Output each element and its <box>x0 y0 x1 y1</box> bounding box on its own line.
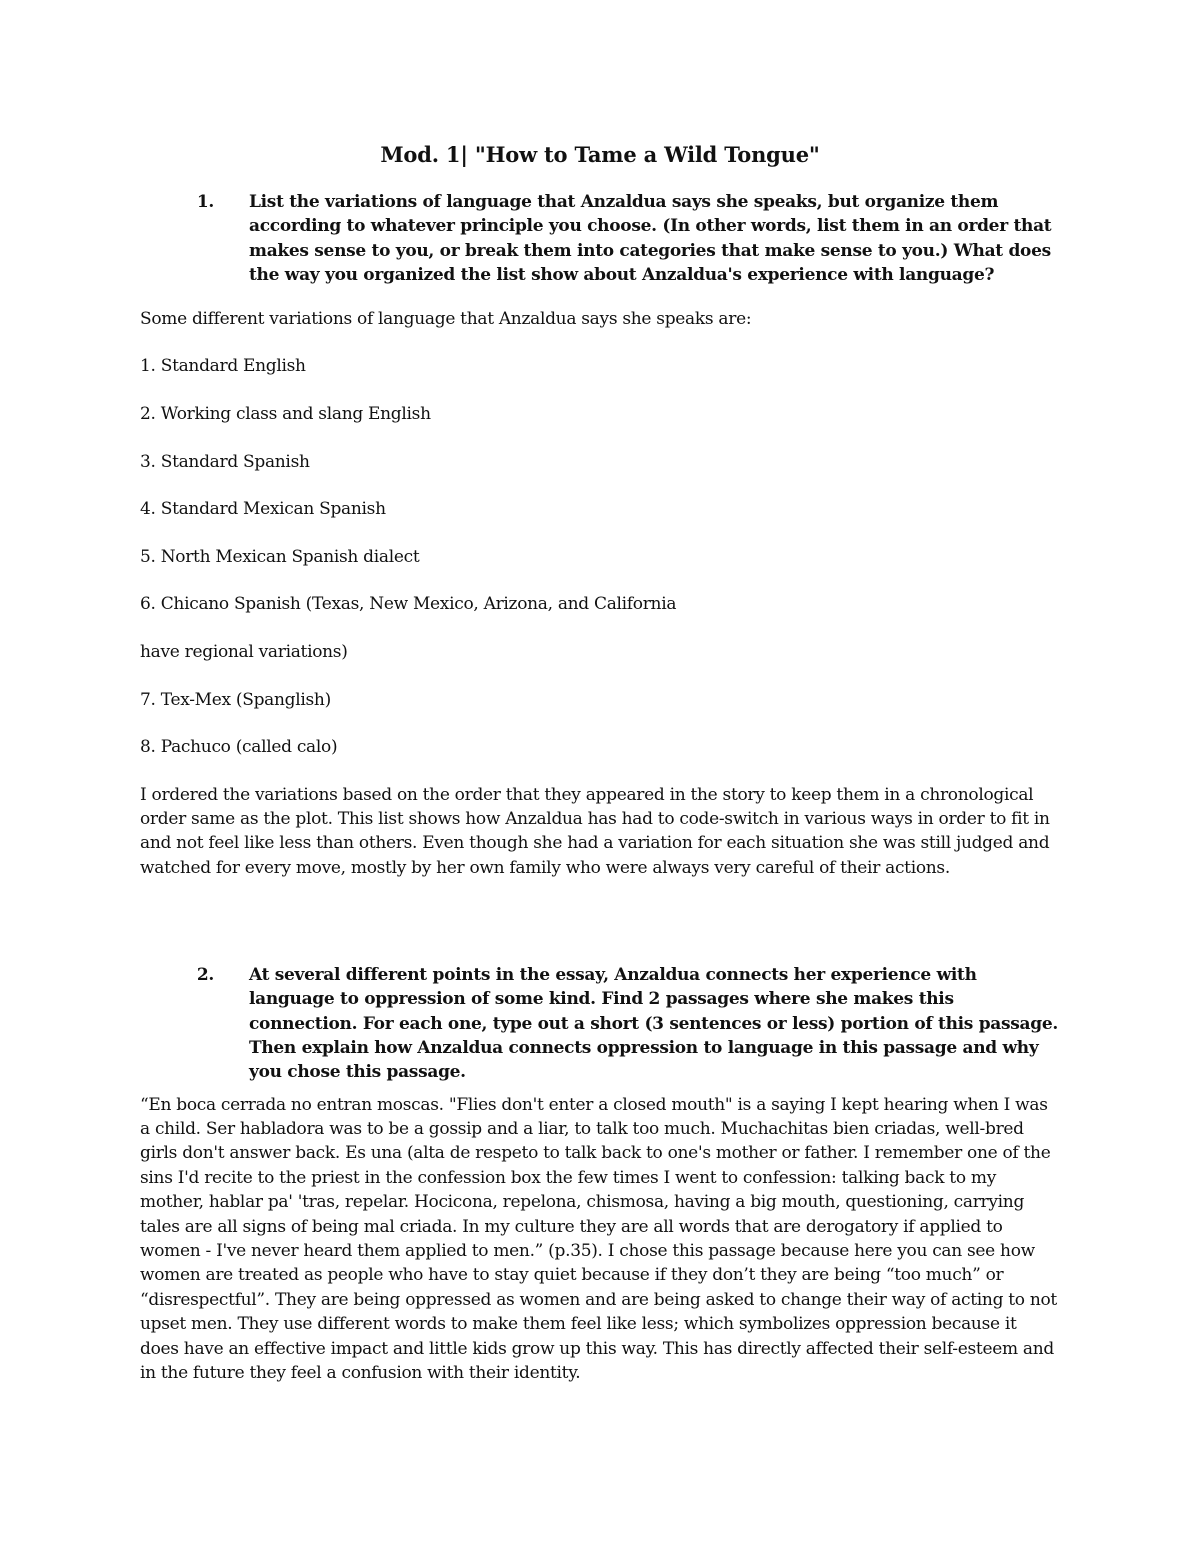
question-2-text: At several different points in the essay, Anzaldua connects her experience with language to oppression of some kind. Find 2 passages where she makes this connection. For each one, type out a short (3 sentences or less) portion of this passage. Then explain how Anzaldua connects oppression to language in this passage and why you chose this passage. <box>249 965 1058 1083</box>
question-1 <box>140 190 1060 287</box>
language-list <box>140 354 1060 759</box>
page-title: Mod. 1| "How to Tame a Wild Tongue" <box>380 142 820 167</box>
answer-2: “En boca cerrada no entran moscas. "Flies don't enter a closed mouth" is a saying I kept hearing when I was a child. Ser habladora was to be a gossip and a liar, to talk too much. Muchachitas bien criadas, well-bred girls don't answer back. Es una (alta de respeto to talk back to one's mother or father. I remember one of the sins I'd recite to the priest in the confession box the few times I went to confession: talking back to my mother, hablar pa' 'tras, repelar. Hocicona, repelona, chismosa, having a big mouth, questioning, carrying tales are all signs of being mal criada. In my culture they are all words that are derogatory if applied to women - I've never heard them applied to men.” (p.35). I chose this passage because here you can see how women are treated as people who have to stay quiet because if they don’t they are being “too much” or “disrespectful”. They are being oppressed as women and are being asked to change their way of acting to not upset men. They use different words to make them feel like less; which symbolizes oppression because it does have an effective impact and little kids grow up this way. This has directly affected their self-esteem and in the future they feel a confusion with their identity. <box>140 1094 1057 1383</box>
list-item: 2. Working class and slang English <box>140 404 431 425</box>
list-item: 5. North Mexican Spanish dialect <box>140 546 420 567</box>
list-item: 7. Tex-Mex (Spanglish) <box>140 689 331 710</box>
question-2-number: 2. <box>196 965 214 986</box>
list-item: 3. Standard Spanish <box>140 451 310 472</box>
answer-1: I ordered the variations based on the order that they appeared in the story to keep them in a chronological order same as the plot. This list shows how Anzaldua has had to code-switch in various ways in order to fit in and not feel like less than others. Even though she had a variation for each situation she was still judged and watched for every move, mostly by her own family who were always very careful of their actions. <box>140 784 1050 878</box>
list-item: 1. Standard English <box>140 356 306 377</box>
list-item: 8. Pachuco (called calo) <box>140 737 338 758</box>
document-page <box>140 140 1060 1385</box>
list-item: 4. Standard Mexican Spanish <box>140 499 386 520</box>
list-item: 6. Chicano Spanish (Texas, New Mexico, Arizona, and California <box>140 594 677 615</box>
question-1-text: List the variations of language that Anzaldua says she speaks, but organize them according to whatever principle you choose. (In other words, list them in an order that makes sense to you, or break them into categories that make sense to you.) What does the way you organized the list show about Anzaldua's experience with language? <box>249 192 1052 285</box>
question-2 <box>140 963 1060 1084</box>
list-item: have regional variations) <box>140 642 348 663</box>
spacer <box>140 903 1060 963</box>
question-1-number: 1. <box>196 192 214 212</box>
list-intro: Some different variations of language that Anzaldua says she speaks are: <box>140 309 752 330</box>
